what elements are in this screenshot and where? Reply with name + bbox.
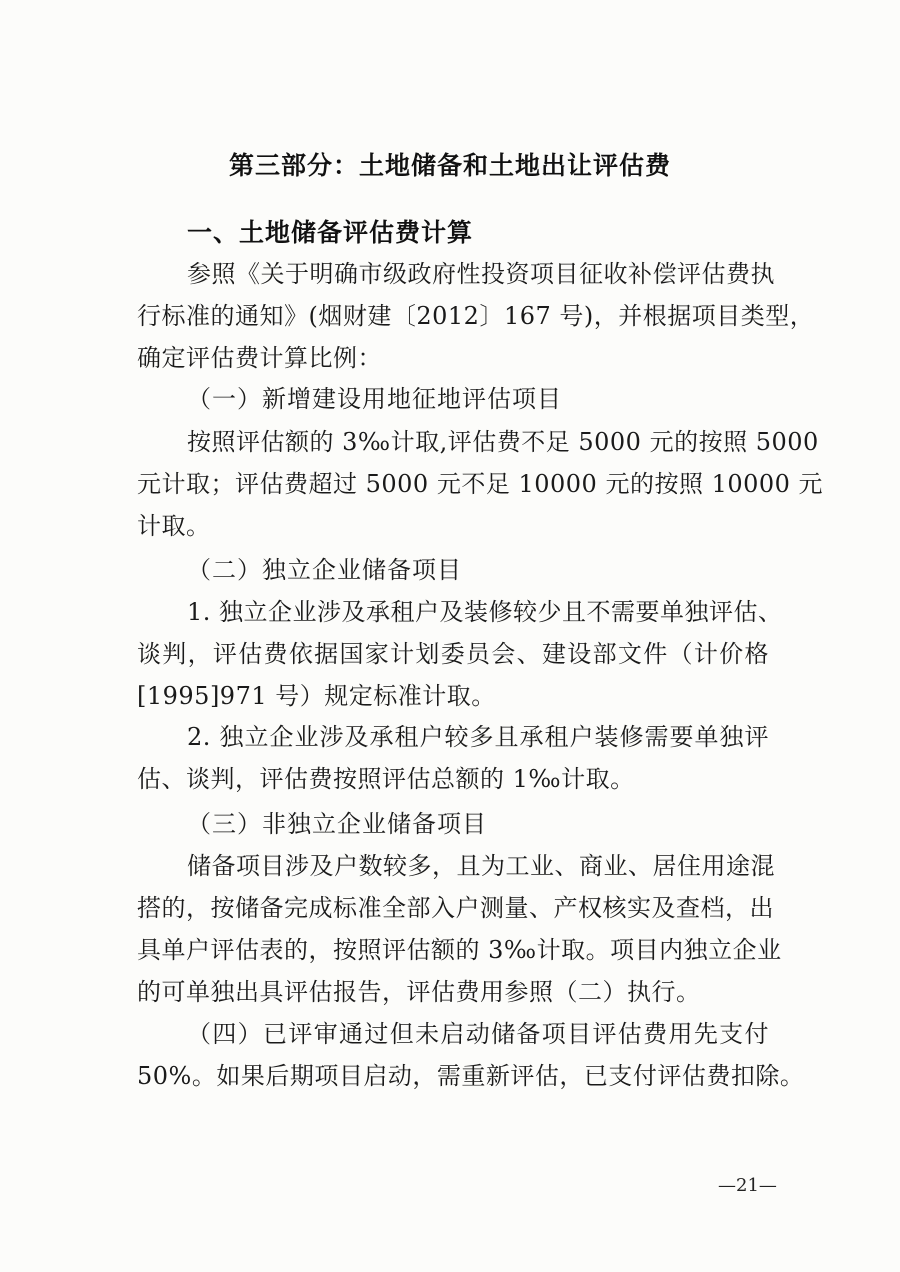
section-heading: 一、土地储备评估费计算 xyxy=(187,218,474,247)
page-title: 第三部分：土地储备和土地出让评估费 xyxy=(228,151,671,180)
paragraph-line: 储备项目涉及户数较多，且为工业、商业、居住用途混 xyxy=(187,852,775,880)
paragraph-line: 按照评估额的 3‰计取,评估费不足 5000 元的按照 5000 xyxy=(187,428,819,456)
paragraph-line: 元计取；评估费超过 5000 元不足 10000 元的按照 10000 元 xyxy=(137,470,824,498)
paragraph-line: 的可单独出具评估报告，评估费用参照（二）执行。 xyxy=(137,978,701,1006)
paragraph-line: 50%。如果后期项目启动，需重新评估，已支付评估费扣除。 xyxy=(137,1062,805,1090)
subheading: （一）新增建设用地征地评估项目 xyxy=(187,385,562,413)
paragraph-line: 1. 独立企业涉及承租户及装修较少且不需要单独评估、 xyxy=(187,598,783,626)
page-number: —21— xyxy=(718,1175,777,1196)
subheading: （三）非独立企业储备项目 xyxy=(187,810,487,838)
paragraph-line: 计取。 xyxy=(137,512,211,540)
paragraph-line: （四）已评审通过但未启动储备项目评估费用先支付 xyxy=(187,1020,769,1048)
paragraph-line: 搭的，按储备完成标准全部入户测量、产权核实及查档，出 xyxy=(137,894,774,922)
paragraph-line: 参照《关于明确市级政府性投资项目征收补偿评估费执 xyxy=(187,260,775,288)
subheading: （二）独立企业储备项目 xyxy=(187,556,462,584)
paragraph-line: 谈判，评估费依据国家计划委员会、建设部文件（计价格 xyxy=(137,640,769,668)
paragraph-line: 行标准的通知》(烟财建〔2012〕167 号)，并根据项目类型， xyxy=(137,302,815,330)
paragraph-line: 2. 独立企业涉及承租户较多且承租户装修需要单独评 xyxy=(187,723,769,751)
paragraph-line: [1995]971 号）规定标准计取。 xyxy=(137,682,496,710)
paragraph-line: 估、谈判，评估费按照评估总额的 1‰计取。 xyxy=(137,765,635,793)
paragraph-line: 确定评估费计算比例： xyxy=(137,344,382,372)
paragraph-line: 具单户评估表的，按照评估额的 3‰计取。项目内独立企业 xyxy=(137,936,782,964)
